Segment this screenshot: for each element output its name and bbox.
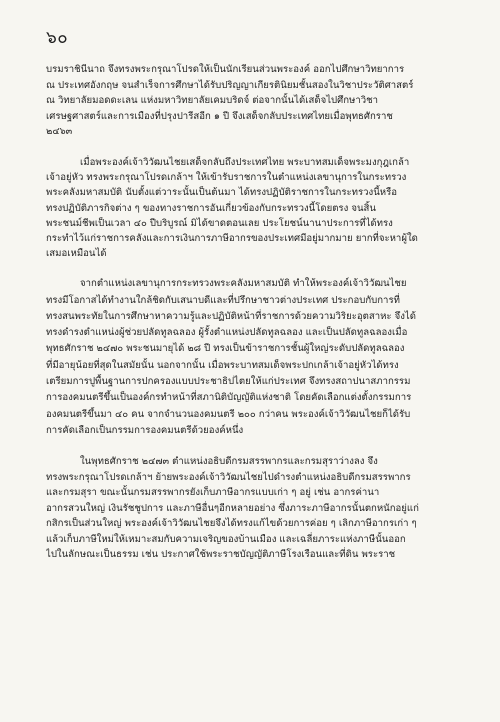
body-text [46,62,466,578]
text-line: การคัดเลือกเป็นกรรมการองคมนตรีด้วยองค์หนึ่ง [46,424,244,436]
paragraph-1 [46,62,466,140]
text-line: เศรษฐศาสตร์และการเมืองที่ปรุงปารีสอีก ๑ ปี จึงเสด็จกลับประเทศไทยเมื่อพุทธศักราช [46,110,393,122]
paragraph-2 [46,155,466,261]
text-line: ไปในลักษณะเป็นธรรม เช่น ประกาศใช้พระราชบัญญัติภาษีโรงเรือนและที่ดิน พระราช [46,549,396,561]
text-line: องคมนตรีขึ้นมา ๔๐ คน จากจำนวนองคมนตรี ๒๐๐ กว่าคน พระองค์เจ้าวิวัฒนไชยก็ได้รับ [46,408,411,420]
text-line: ที่มีอายุน้อยที่สุดในสมัยนั้น นอกจากนั้น เมื่อพระบาทสมเด็จพระปกเกล้าเจ้าอยู่หัวได้ทรง [46,359,399,371]
text-line: เมื่อพระองค์เจ้าวิวัฒนไชยเสด็จกลับถึงประเทศไทย พระบาทสมเด็จพระมงกุฎเกล้า [80,156,410,168]
text-line: และกรมสุรา ขณะนั้นกรมสรรพากรยังเก็บภาษีอากรแบบเก่า ๆ อยู่ เช่น อากรค่านา [46,487,380,499]
text-line: ๒๔๖๓ [46,126,73,138]
text-line: ณ วิทยาลัยมอดดะเลน แห่งมหาวิทยาลัยเคมบริดจ์ ต่อจากนั้นได้เสด็จไปศึกษาวิชา [46,95,379,107]
text-line: กสิกรเป็นส่วนใหญ่ พระองค์เจ้าวิวัฒนไชยจึงได้ทรงแก้ไขด้วยการค่อย ๆ เลิกภาษีอากรเก่า ๆ [46,518,417,530]
text-line: แล้วเก็บภาษีใหม่ให้เหมาะสมกับความเจริญของบ้านเมือง และเฉลี่ยภาระแห่งภาษีนั้นออก [46,533,406,545]
text-line: อากรสวนใหญ่ เงินรัชชูปการ และภาษีอื่นๆอีกหลายอย่าง ซึ่งภาระภาษีอากรนั้นตกหนักอยู่แก่ [46,502,419,514]
text-line: พระชนม์ชีพเป็นเวลา ๔๐ ปีบริบูรณ์ มิได้ขาดตอนเลย ประโยชน์นานาประการที่ได้ทรง [46,217,393,229]
text-line: เจ้าอยู่หัว ทรงพระกรุณาโปรดเกล้าฯ ให้เข้ารับราชการในตำแหน่งเลขานุการในกระทรวง [46,172,407,184]
page-number: ๖๐ [46,28,69,48]
paragraph-4 [46,454,466,563]
text-line: ทรงสนพระทัยในการศึกษาหาความรู้และปฏิบัติหน้าที่ราชการด้วยความวิริยะอุตสาหะ จึงได้ [46,310,416,322]
text-line: ในพุทธศักราช ๒๔๗๓ ตำแหน่งอธิบดีกรมสรรพากรและกรมสุราว่างลง จึง [80,456,378,468]
text-line: ทรงปฏิบัติภารกิจต่าง ๆ ของทางราชการอันเกี่ยวข้องกับกระทรวงนี้โดยตรง จนสิ้น [46,202,376,214]
text-line: กระทำไว้แก่ราชการคลังและการเงินการภาษีอากรของประเทศมีอยู่มากมาย ยากที่จะหาผู้ใด [46,232,418,244]
text-line: ทรงมีโอกาสได้ทำงานใกล้ชิดกับเสนาบดีและที่ปรึกษาชาวต่างประเทศ ประกอบกับการที่ [46,294,400,306]
text-line: การองคมนตรีขึ้นเป็นองค์กรทำหน้าที่สภานิติบัญญัติแห่งชาติ โดยคัดเลือกแต่งตั้งกรรมการ [46,392,412,404]
text-line: จากตำแหน่งเลขานุการกระทรวงพระคลังมหาสมบัติ ทำให้พระองค์เจ้าวิวัฒนไชย [80,278,407,290]
text-line: พระคลังมหาสมบัติ นับตั้งแต่วาระนั้นเป็นต้นมา ได้ทรงปฏิบัติราชการในกระทรวงนี้หรือ [46,187,398,199]
text-line: ณ ประเทศอังกฤษ จนสำเร็จการศึกษาได้รับปริญญาเกียรตินิยมชั้นสองในวิชาประวัติศาสตร์ [46,79,414,91]
paragraph-3 [46,276,466,439]
text-line: ทรงดำรงตำแหน่งผู้ช่วยปลัดทูลฉลอง ผู้รั้งตำแหน่งปลัดทูลฉลอง และเป็นปลัดทูลฉลองเมื่อ [46,327,408,339]
text-line: เสมอเหมือนได้ [46,248,107,260]
text-line: บรมราชินีนาถ จึงทรงพระกรุณาโปรดให้เป็นนักเรียนส่วนพระองค์ ออกไปศึกษาวิทยาการ [46,64,405,75]
text-line: ทรงพระกรุณาโปรดเกล้าฯ ย้ายพระองค์เจ้าวิวัฒนไชยไปดำรงตำแหน่งอธิบดีกรมสรรพากร [46,471,411,483]
text-line: เตรียมการปูพื้นฐานการปกครองแบบประชาธิปไตยให้แก่ประเทศ จึงทรงสถาปนาสภากรรม [46,376,411,388]
text-line: พุทธศักราช ๒๔๗๐ พระชนมายุได้ ๒๘ ปี ทรงเป็นข้าราชการชั้นผู้ใหญ่ระดับปลัดทูลฉลอง [46,343,405,355]
